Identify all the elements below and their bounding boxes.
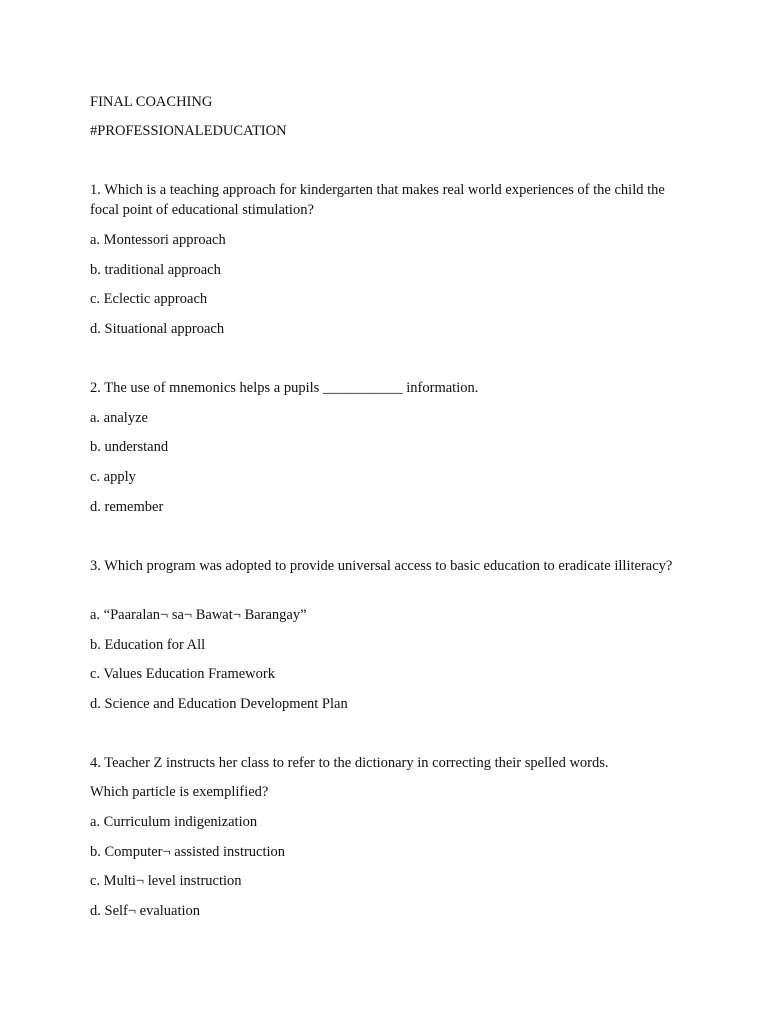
question-4-option-b: b. Computer¬ assisted instruction (90, 844, 286, 860)
question-4-stem-line-2: Which particle is exemplified? (90, 784, 269, 800)
question-3-option-b: b. Education for All (90, 637, 206, 653)
question-4-stem: 4. Teacher Z instructs her class to refer to the dictionary in correcting their spelled words. (90, 755, 609, 771)
question-2-option-b: b. understand (90, 439, 169, 455)
question-2-option-d: d. remember (90, 499, 164, 515)
question-2-stem: 2. The use of mnemonics helps a pupils ___________ information. (90, 380, 479, 396)
question-1-option-b: b. traditional approach (90, 262, 221, 278)
question-4-option-d: d. Self¬ evaluation (90, 903, 201, 919)
question-4-option-a: a. Curriculum indigenization (90, 814, 258, 830)
question-1-option-d: d. Situational approach (90, 321, 225, 337)
question-2-option-a: a. analyze (90, 410, 148, 426)
question-1-option-c: c. Eclectic approach (90, 291, 208, 307)
document-title: FINAL COACHING (90, 94, 213, 110)
question-1-stem: 1. Which is a teaching approach for kindergarten that makes real world experiences of the child the focal point of educational stimulation? (90, 182, 665, 218)
question-4-option-c: c. Multi¬ level instruction (90, 873, 242, 889)
question-2-option-c: c. apply (90, 469, 136, 485)
question-3-option-d: d. Science and Education Development Plan (90, 696, 348, 712)
question-3-option-a: a. “Paaralan¬ sa¬ Bawat¬ Barangay” (90, 607, 307, 623)
document-hashtag: #PROFESSIONALEDUCATION (90, 123, 287, 139)
question-3-option-c: c. Values Education Framework (90, 666, 275, 682)
question-1-option-a: a. Montessori approach (90, 232, 226, 248)
question-3-stem: 3. Which program was adopted to provide universal access to basic education to eradicate illiteracy? (90, 558, 673, 574)
